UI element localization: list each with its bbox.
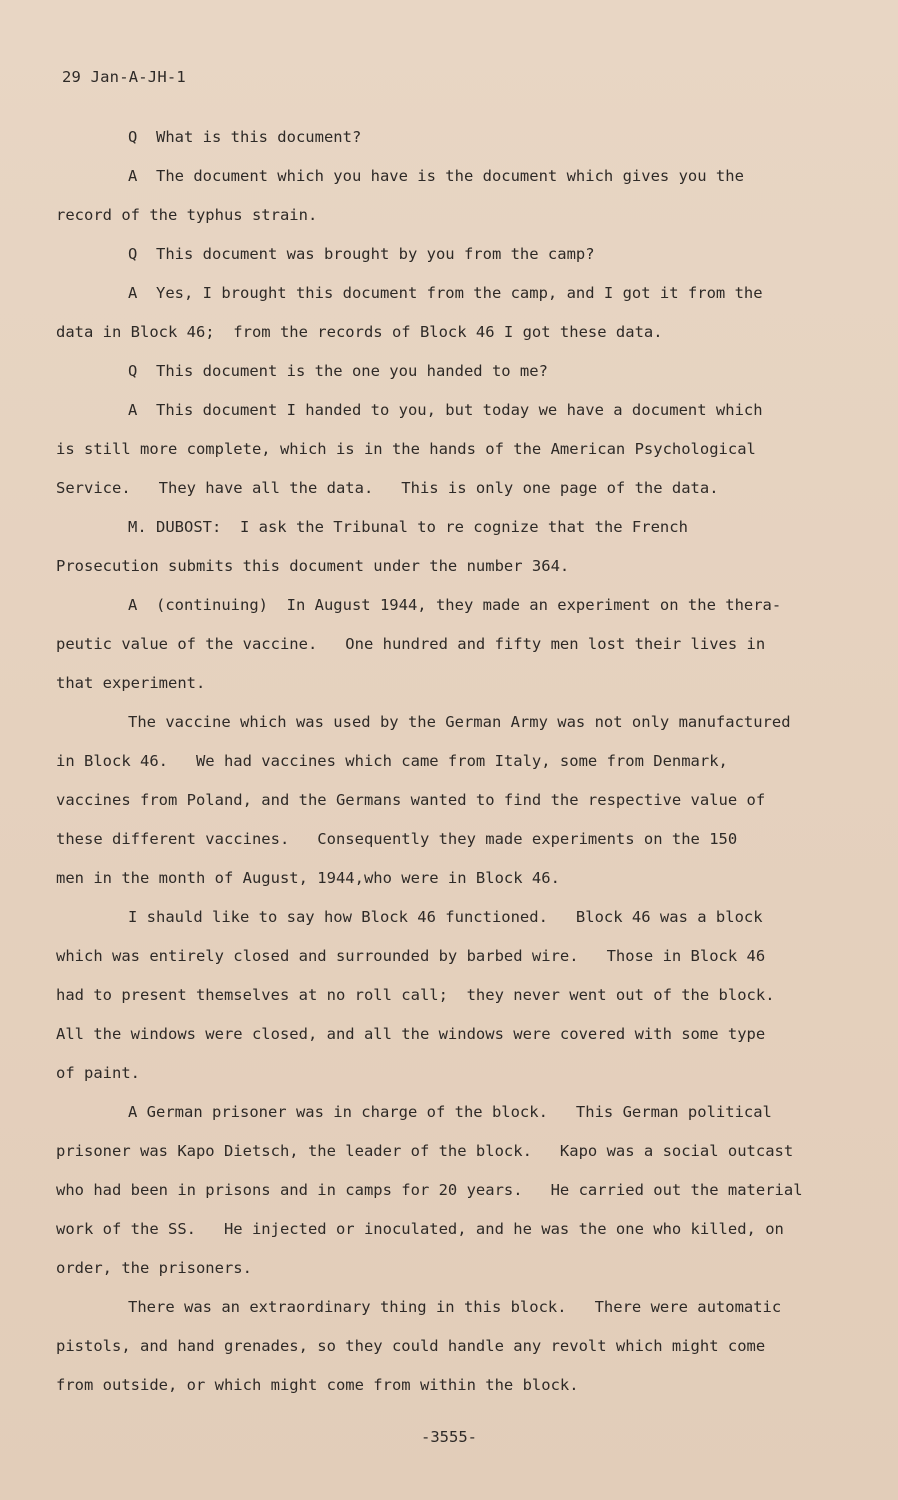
text-line: A Yes, I brought this document from the camp, and I got it from the	[128, 284, 763, 302]
text-line: A (continuing) In August 1944, they made an experiment on the thera-	[128, 596, 782, 614]
text-line: these different vaccines. Consequently they made experiments on the 150	[56, 830, 738, 848]
text-line: Q This document was brought by you from the camp?	[128, 245, 595, 263]
text-line: vaccines from Poland, and the Germans wanted to find the respective value of	[56, 791, 766, 809]
text-line: men in the month of August, 1944,who were in Block 46.	[56, 869, 560, 887]
text-line: A The document which you have is the document which gives you the	[128, 167, 744, 185]
text-line: record of the typhus strain.	[56, 206, 318, 224]
text-line: had to present themselves at no roll call; they never went out of the block.	[56, 986, 775, 1004]
text-line: who had been in prisons and in camps for 20 years. He carried out the material	[56, 1181, 803, 1199]
text-line: from outside, or which might come from within the block.	[56, 1376, 579, 1394]
text-line: work of the SS. He injected or inoculated, and he was the one who killed, on	[56, 1220, 784, 1238]
text-line: Q What is this document?	[128, 128, 362, 146]
text-line: Service. They have all the data. This is only one page of the data.	[56, 479, 719, 497]
document-reference: 29 Jan-A-JH-1	[62, 68, 186, 86]
text-line: prisoner was Kapo Dietsch, the leader of the block. Kapo was a social outcast	[56, 1142, 794, 1160]
text-line: A This document I handed to you, but today we have a document which	[128, 401, 763, 419]
text-line: which was entirely closed and surrounded by barbed wire. Those in Block 46	[56, 947, 766, 965]
text-line: Q This document is the one you handed to me?	[128, 362, 548, 380]
text-line: All the windows were closed, and all the windows were covered with some type	[56, 1025, 766, 1043]
text-line: Prosecution submits this document under the number 364.	[56, 557, 570, 575]
text-line: I shauld like to say how Block 46 functioned. Block 46 was a block	[128, 908, 763, 926]
text-line: M. DUBOST: I ask the Tribunal to re cognize that the French	[128, 518, 688, 536]
text-line: of paint.	[56, 1064, 140, 1082]
text-line: data in Block 46; from the records of Block 46 I got these data.	[56, 323, 663, 341]
text-line: is still more complete, which is in the hands of the American Psychological	[56, 440, 756, 458]
text-line: A German prisoner was in charge of the block. This German political	[128, 1103, 772, 1121]
text-line: peutic value of the vaccine. One hundred and fifty men lost their lives in	[56, 635, 766, 653]
text-line: order, the prisoners.	[56, 1259, 252, 1277]
text-line: that experiment.	[56, 674, 206, 692]
transcript-body	[46, 118, 826, 1405]
text-line: The vaccine which was used by the German Army was not only manufactured	[128, 713, 791, 731]
text-line: pistols, and hand grenades, so they could handle any revolt which might come	[56, 1337, 766, 1355]
text-line: in Block 46. We had vaccines which came from Italy, some from Denmark,	[56, 752, 728, 770]
text-line: There was an extraordinary thing in this block. There were automatic	[128, 1298, 782, 1316]
page-number: -3555-	[421, 1428, 477, 1446]
